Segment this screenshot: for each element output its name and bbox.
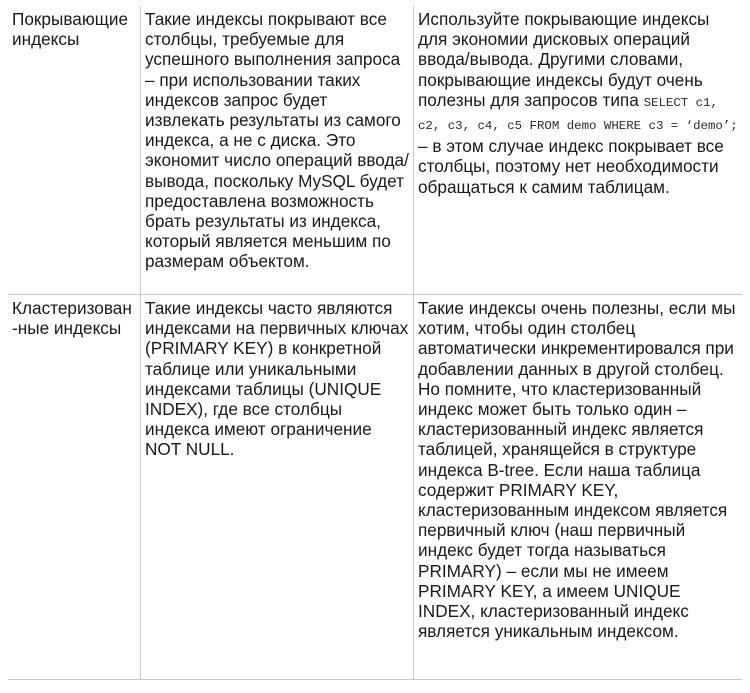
description-cell: Такие индексы часто являются индексами на первичных ключах (PRIMARY KEY) в конкретной таблице или уникальными индексами таблицы (UNIQUE INDEX), где все столбцы индекса имеют ограничение NOT NULL. [141, 295, 414, 679]
usage-cell [414, 6, 742, 294]
usage-cell: Такие индексы очень полезны, если мы хотим, чтобы один столбец автоматически инкрементировался при добавлении данных в другой столбец. Но помните, что кластеризованный индекс может быть только один – кластеризованный индекс является таблицей, хранящейся в структуре индекса B-tree. Если наша таблица содержит PRIMARY KEY, кластеризованным индексом является первичный ключ (наш первичный индекс будет тогда называться PRIMARY) – если мы не имеем PRIMARY KEY, а имеем UNIQUE INDEX, кластеризованный индекс является уникальным индексом. [418, 298, 736, 642]
usage-text: – в этом случае индекс покрывает все столбцы, поэтому нет необходимости обращаться к самим таблицам. [418, 136, 724, 197]
index-type-cell: Покрывающие индексы [8, 6, 141, 294]
table-row [8, 6, 742, 295]
index-types-table [8, 6, 742, 680]
description-cell: Такие индексы покрывают все столбцы, требуемые для успешного выполнения запроса – при использовании таких индексов запрос будет извлекать результаты из самого индекса, а не с диска. Это экономит число операций ввода/вывода, поскольку MySQL будет предоставлена возможность брать результаты из индекса, который является меньшим по размерам объектом. [141, 6, 414, 294]
index-type-cell: Кластеризован-ные индексы [8, 295, 141, 679]
sql-code: SELECT c1, c2, c3, c4, c5 FROM demo WHERE c3 = ‘demo’; [418, 95, 738, 134]
table-row [8, 295, 742, 680]
usage-text: Используйте покрывающие индексы для экономии дисковых операций ввода/вывода. Другими словами, покрывающие индексы будут очень полезны для запросов типа [418, 9, 710, 110]
